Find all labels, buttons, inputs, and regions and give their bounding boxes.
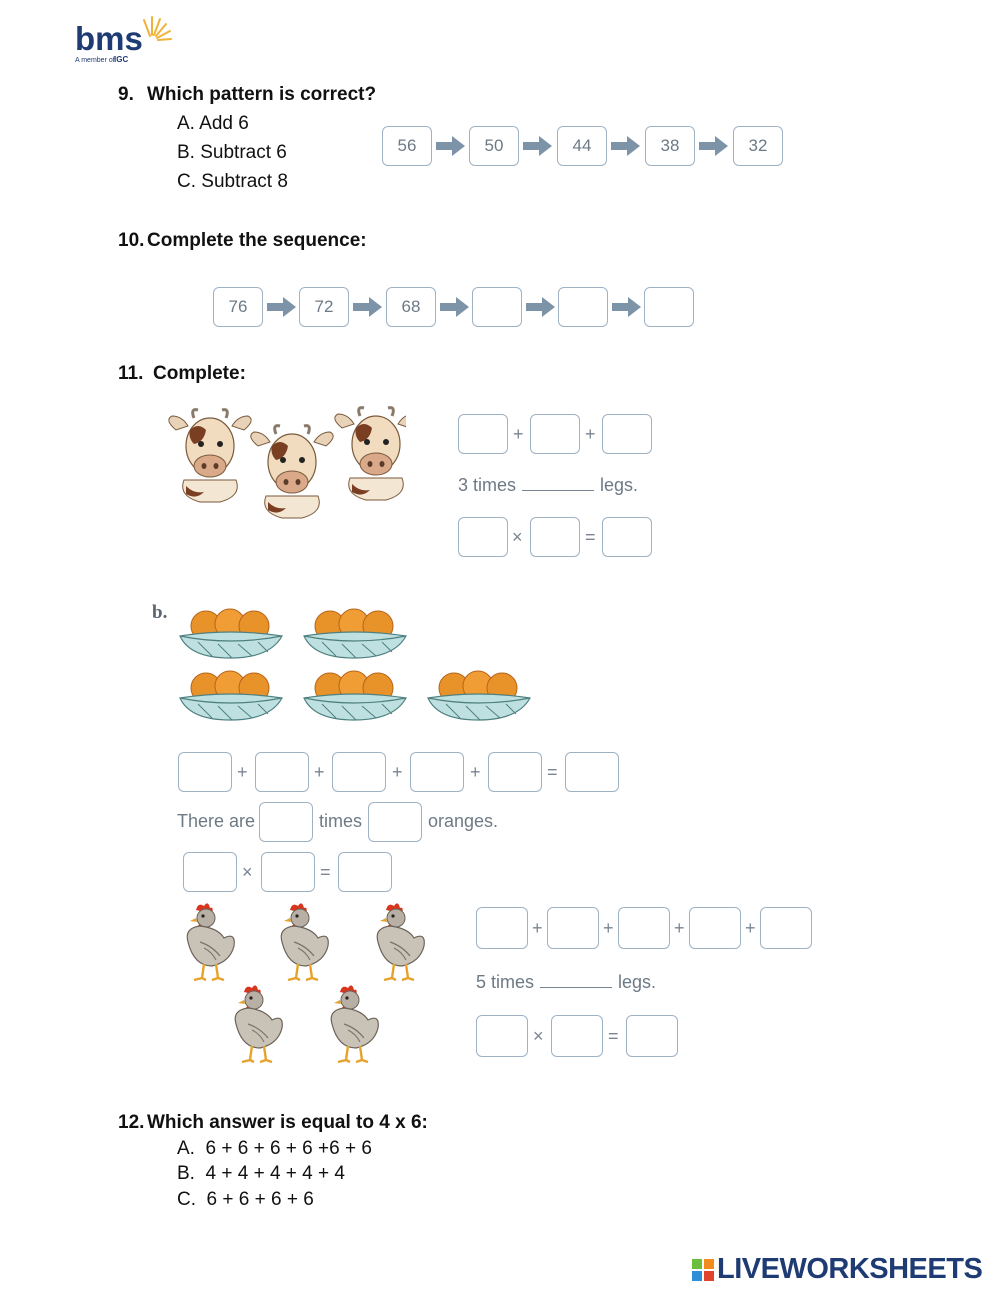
- blank-line[interactable]: [522, 490, 594, 491]
- arrow-right-icon: [440, 296, 470, 318]
- sequence-box: 38: [645, 126, 695, 166]
- answer-box[interactable]: [368, 802, 422, 842]
- question-12-heading: [118, 1112, 428, 1134]
- sequence-box: 68: [386, 287, 436, 327]
- answer-box[interactable]: [602, 517, 652, 557]
- sequence-box: 76: [213, 287, 263, 327]
- question-title: Complete the sequence:: [147, 230, 367, 251]
- blank-line[interactable]: [540, 987, 612, 988]
- arrow-right-icon: [699, 135, 729, 157]
- sentence-text: 3 times: [458, 475, 517, 495]
- equals-sign: =: [320, 862, 331, 882]
- arrow-right-icon: [611, 135, 641, 157]
- plus-sign: +: [237, 762, 248, 782]
- sentence-text: oranges.: [428, 811, 499, 831]
- answer-box[interactable]: [618, 907, 670, 949]
- orange-baskets-illustration: [176, 606, 536, 724]
- answer-box[interactable]: [476, 1015, 528, 1057]
- sentence-text: legs.: [600, 475, 639, 495]
- hens-illustration: [176, 900, 436, 1064]
- equals-sign: =: [547, 762, 558, 782]
- plus-sign: +: [513, 424, 524, 444]
- question-number: 9.: [118, 84, 134, 105]
- question-9-heading: [118, 84, 376, 106]
- question-title: Which pattern is correct?: [147, 84, 377, 105]
- answer-box[interactable]: [458, 414, 508, 454]
- answer-box[interactable]: [183, 852, 237, 892]
- answer-box[interactable]: [760, 907, 812, 949]
- plus-sign: +: [314, 762, 325, 782]
- answer-box[interactable]: [558, 287, 608, 327]
- answer-box[interactable]: [530, 414, 580, 454]
- cows-legs-sentence: [458, 475, 638, 496]
- plus-sign: +: [585, 424, 596, 444]
- answer-box[interactable]: [689, 907, 741, 949]
- answer-box[interactable]: [626, 1015, 678, 1057]
- svg-text:bms: bms: [75, 20, 143, 57]
- option-b[interactable]: B. 4 + 4 + 4 + 4 + 4: [177, 1163, 345, 1184]
- answer-box[interactable]: [530, 517, 580, 557]
- answer-box[interactable]: [565, 752, 619, 792]
- sequence-box: 72: [299, 287, 349, 327]
- cows-illustration: [166, 404, 406, 520]
- liveworksheets-logo: [692, 1253, 982, 1286]
- answer-box[interactable]: [488, 752, 542, 792]
- answer-box[interactable]: [259, 802, 313, 842]
- times-sign: ×: [242, 862, 253, 882]
- answer-box[interactable]: [458, 517, 508, 557]
- answer-box[interactable]: [602, 414, 652, 454]
- bms-logo: [74, 14, 174, 71]
- sentence-text: There are: [177, 811, 256, 831]
- sequence-box: 32: [733, 126, 783, 166]
- option-a[interactable]: A. 6 + 6 + 6 + 6 +6 + 6: [177, 1138, 372, 1159]
- sentence-text: legs.: [618, 972, 657, 992]
- answer-box[interactable]: [332, 752, 386, 792]
- svg-text:IGC: IGC: [114, 55, 129, 64]
- sequence-box: 44: [557, 126, 607, 166]
- answer-box[interactable]: [551, 1015, 603, 1057]
- plus-sign: +: [532, 918, 543, 938]
- times-sign: ×: [512, 527, 523, 547]
- sequence-box: 50: [469, 126, 519, 166]
- sentence-text: times: [319, 811, 363, 831]
- question-number: 12.: [118, 1112, 145, 1133]
- answer-box[interactable]: [476, 907, 528, 949]
- part-b-label: b.: [152, 602, 168, 623]
- plus-sign: +: [745, 918, 756, 938]
- arrow-right-icon: [612, 296, 642, 318]
- option-a[interactable]: A. Add 6: [177, 113, 249, 134]
- hens-legs-sentence: [476, 972, 656, 993]
- answer-box[interactable]: [472, 287, 522, 327]
- arrow-right-icon: [267, 296, 297, 318]
- equals-sign: =: [608, 1026, 619, 1046]
- option-c[interactable]: C. Subtract 8: [177, 171, 288, 192]
- answer-box[interactable]: [261, 852, 315, 892]
- answer-box[interactable]: [547, 907, 599, 949]
- answer-box[interactable]: [338, 852, 392, 892]
- plus-sign: +: [674, 918, 685, 938]
- arrow-right-icon: [526, 296, 556, 318]
- question-title: Which answer is equal to 4 x 6:: [147, 1112, 428, 1133]
- question-number: 10.: [118, 230, 145, 251]
- option-b[interactable]: B. Subtract 6: [177, 142, 287, 163]
- sentence-text: 5 times: [476, 972, 535, 992]
- question-10-heading: [118, 230, 367, 252]
- option-c[interactable]: C. 6 + 6 + 6 + 6: [177, 1189, 314, 1210]
- svg-text:A member of: A member of: [75, 57, 115, 64]
- answer-box[interactable]: [644, 287, 694, 327]
- sequence-box: 56: [382, 126, 432, 166]
- arrow-right-icon: [436, 135, 466, 157]
- plus-sign: +: [603, 918, 614, 938]
- question-title: Complete:: [153, 363, 246, 384]
- question-number: 11.: [118, 363, 144, 384]
- arrow-right-icon: [523, 135, 553, 157]
- plus-sign: +: [470, 762, 481, 782]
- answer-box[interactable]: [178, 752, 232, 792]
- question-11-heading: [118, 363, 246, 385]
- liveworksheets-mark-icon: [692, 1259, 714, 1281]
- arrow-right-icon: [353, 296, 383, 318]
- answer-box[interactable]: [255, 752, 309, 792]
- times-sign: ×: [533, 1026, 544, 1046]
- answer-box[interactable]: [410, 752, 464, 792]
- plus-sign: +: [392, 762, 403, 782]
- equals-sign: =: [585, 527, 596, 547]
- liveworksheets-text: LIVEWORKSHEETS: [717, 1253, 983, 1285]
